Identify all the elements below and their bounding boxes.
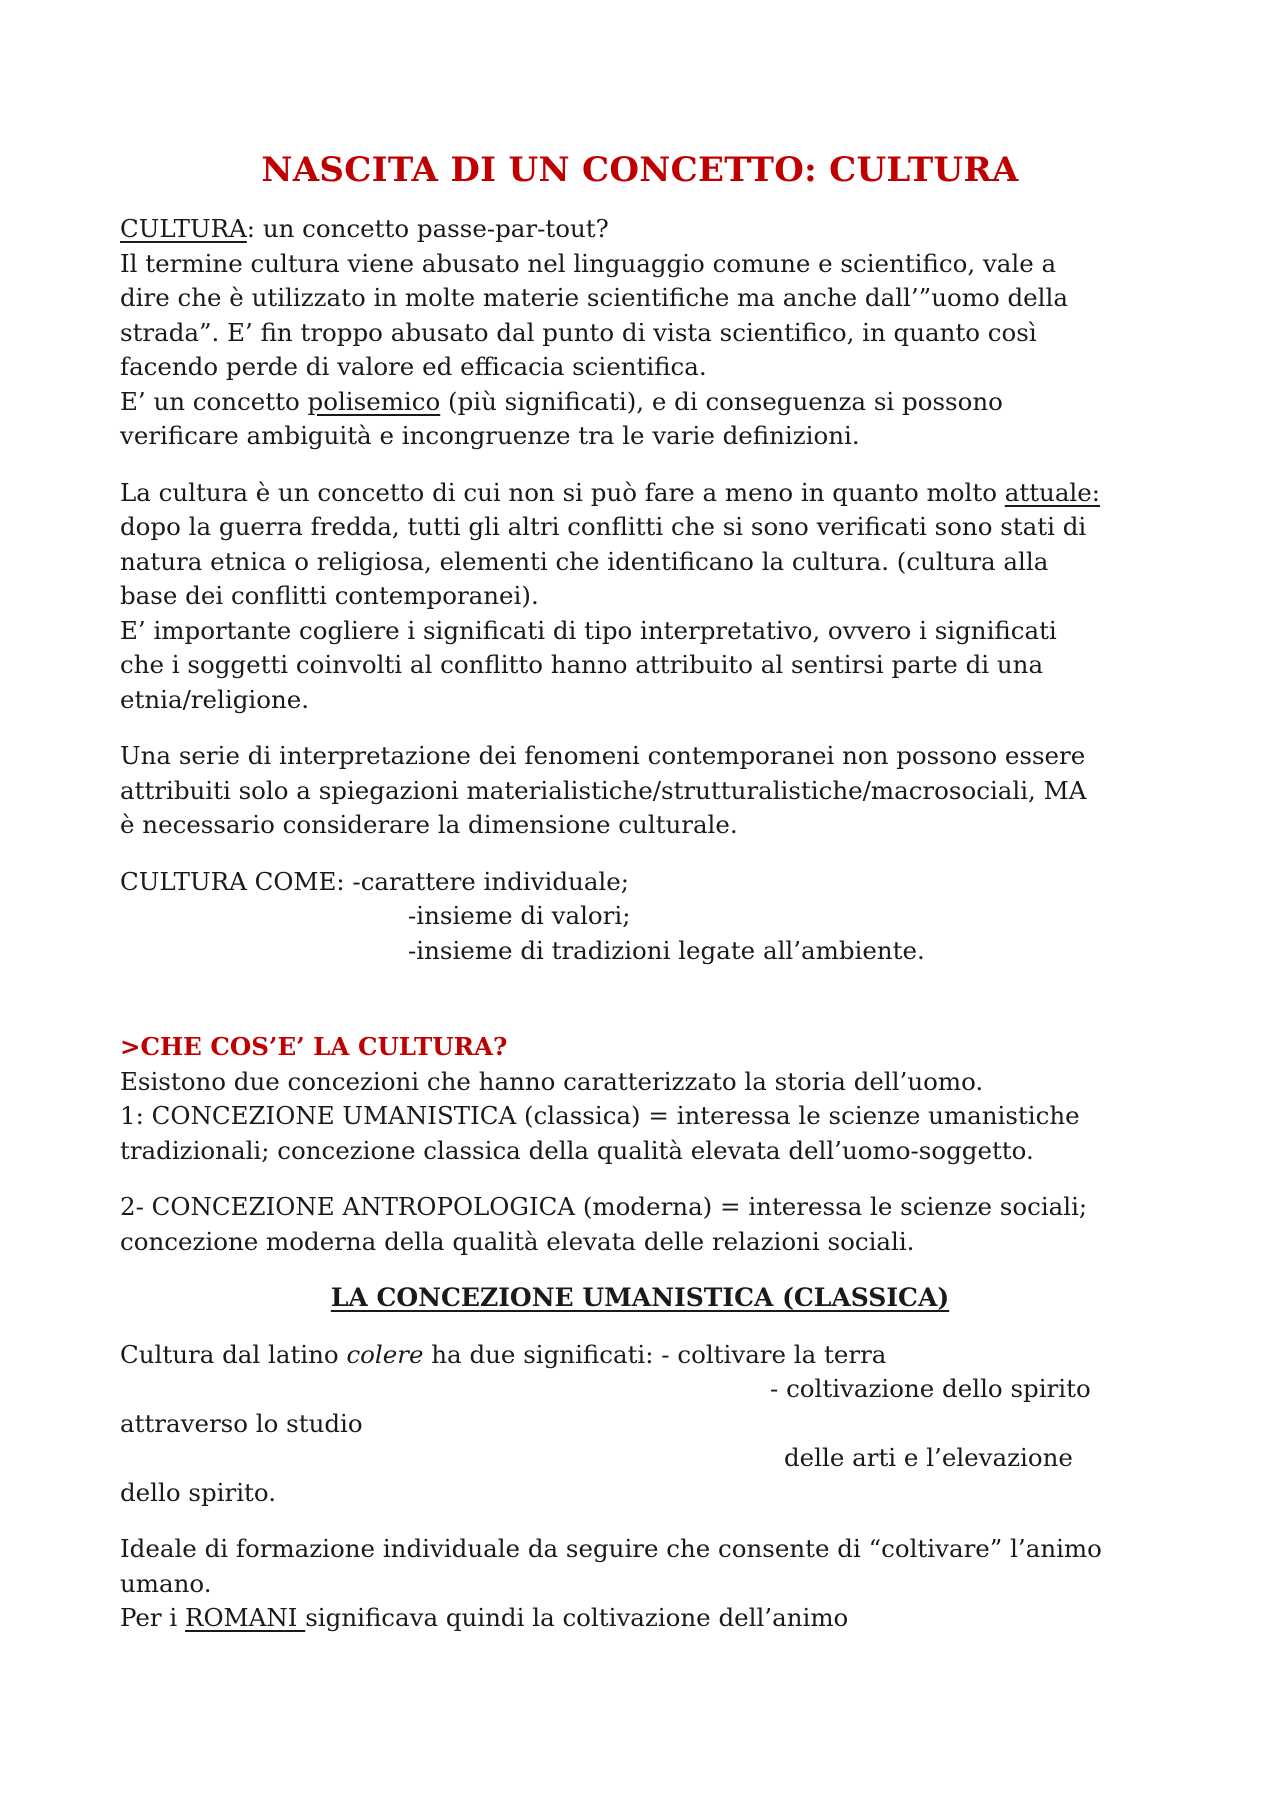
- interpretazione-paragraph: [120, 739, 1160, 843]
- cultura-term: CULTURA: [120, 214, 247, 243]
- text-fragment: Per i: [120, 1603, 186, 1632]
- intro-question-line: [120, 212, 1160, 247]
- text-line: 2- CONCEZIONE ANTROPOLOGICA (moderna) = interessa le scienze sociali;: [120, 1192, 1088, 1221]
- text-line: verificare ambiguità e incongruenze tra le varie definizioni.: [120, 421, 860, 450]
- section-heading-che-cos-e: >CHE COS’E’ LA CULTURA?: [120, 1032, 508, 1061]
- cultura-come-list: [120, 865, 1160, 969]
- cultura-come-line: CULTURA COME: -carattere individuale;: [120, 866, 630, 896]
- text-fragment: La cultura è un concetto di cui non si può fare a meno in quanto molto: [120, 477, 1005, 507]
- text-line: 1: CONCEZIONE UMANISTICA (classica) = interessa le scienze umanistiche: [120, 1101, 1080, 1130]
- page-title: NASCITA DI UN CONCETTO: CULTURA: [261, 150, 1019, 190]
- concezione-antropologica-paragraph: [120, 1190, 1160, 1259]
- text-line: strada”. E’ fin troppo abusato dal punto di vista scientifico, in quanto così: [120, 317, 1037, 347]
- text-line: Una serie di interpretazione dei fenomeni contemporanei non possono essere: [120, 741, 1086, 770]
- concezioni-paragraph: [120, 1065, 1160, 1169]
- text-line: è necessario considerare la dimensione culturale.: [120, 810, 738, 839]
- text-line: attribuiti solo a spiegazioni materialistiche/strutturalistiche/macrosociali, MA: [120, 775, 1087, 805]
- intro-question: : un concetto passe-par-tout?: [246, 214, 609, 243]
- romani-term: ROMANI: [185, 1603, 306, 1632]
- colere-line: [120, 1338, 1160, 1373]
- text-line: - coltivazione dello spirito: [770, 1374, 1091, 1403]
- text-line: che i soggetti coinvolti al conflitto hanno attribuito al sentirsi parte di una: [120, 650, 1044, 679]
- intro-paragraph: [120, 212, 1160, 454]
- cultura-come-item: -insieme di tradizioni legate all’ambiente.: [408, 935, 925, 965]
- text-line: Ideale di formazione individuale da seguire che consente di “coltivare” l’animo: [120, 1534, 1102, 1563]
- text-line: umano.: [120, 1568, 212, 1598]
- text-line: dello spirito.: [120, 1477, 276, 1507]
- colere-term: colere: [346, 1339, 424, 1369]
- text-line: dopo la guerra fredda, tutti gli altri conflitti che si sono verificati sono stati di: [120, 512, 1087, 541]
- text-line: E’ importante cogliere i significati di tipo interpretativo, ovvero i significati: [120, 615, 1057, 645]
- polisemico-line: [120, 385, 1160, 420]
- text-fragment: E’ un concetto: [120, 386, 308, 416]
- text-line: etnia/religione.: [120, 684, 310, 714]
- text-fragment: Cultura dal latino: [120, 1339, 347, 1369]
- attualita-paragraph: [120, 476, 1160, 718]
- ideale-paragraph: [120, 1532, 1160, 1636]
- text-line: delle arti e l’elevazione: [784, 1443, 1073, 1472]
- text-fragment: significava quindi la coltivazione dell’animo: [305, 1603, 849, 1632]
- text-fragment: (più significati), e di conseguenza si possono: [440, 386, 1003, 416]
- attuale-term: attuale:: [1004, 477, 1101, 507]
- polisemico-term: polisemico: [307, 386, 441, 416]
- text-fragment: ha due significati: - coltivare la terra: [423, 1339, 887, 1369]
- colere-paragraph: [120, 1338, 1160, 1511]
- attuale-line: [120, 476, 1160, 511]
- cultura-come-item: -insieme di valori;: [408, 901, 631, 930]
- text-line: attraverso lo studio: [120, 1408, 363, 1438]
- text-line: natura etnica o religiosa, elementi che identificano la cultura. (cultura alla: [120, 546, 1049, 576]
- text-line: Il termine cultura viene abusato nel linguaggio comune e scientifico, vale a: [120, 248, 1057, 278]
- text-line: base dei conflitti contemporanei).: [120, 581, 539, 610]
- text-line: facendo perde di valore ed efficacia scientifica.: [120, 352, 707, 381]
- text-line: dire che è utilizzato in molte materie scientifiche ma anche dall’”uomo della: [120, 283, 1068, 312]
- text-line: concezione moderna della qualità elevata delle relazioni sociali.: [120, 1226, 915, 1256]
- text-line: tradizionali; concezione classica della qualità elevata dell’uomo-soggetto.: [120, 1135, 1034, 1165]
- text-line: Esistono due concezioni che hanno caratterizzato la storia dell’uomo.: [120, 1066, 984, 1096]
- romani-line: [120, 1601, 1160, 1636]
- section-heading-concezione-umanistica: LA CONCEZIONE UMANISTICA (CLASSICA): [330, 1283, 950, 1312]
